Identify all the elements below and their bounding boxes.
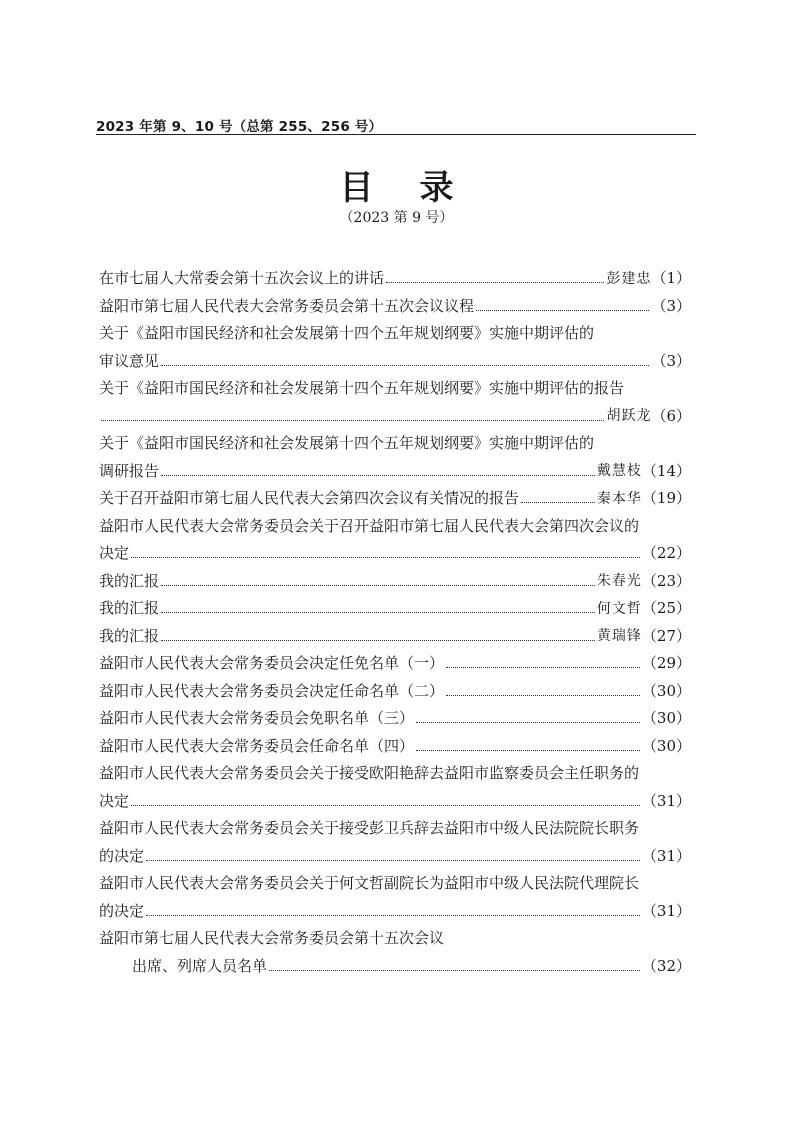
toc-entry[interactable] — [99, 485, 691, 513]
toc-entry[interactable] — [99, 843, 691, 871]
toc-entry-line — [99, 760, 691, 788]
title-char-left: 目 — [339, 168, 374, 208]
toc-dot-leader — [146, 915, 640, 916]
toc-dot-leader — [161, 475, 595, 476]
toc-entry-page: （6） — [651, 406, 691, 425]
toc-entry[interactable] — [99, 265, 691, 293]
toc-entry[interactable] — [99, 458, 691, 486]
toc-entry-page: （23） — [641, 571, 691, 590]
toc-dot-leader — [446, 695, 640, 696]
toc-dot-leader — [161, 640, 595, 641]
toc-entry[interactable] — [99, 788, 691, 816]
toc-entry-title: 益阳市人民代表大会常务委员会任命名单（四） — [99, 736, 415, 755]
toc-entry-line — [99, 430, 691, 458]
toc-entry-page: （3） — [651, 296, 691, 315]
toc-entry-author: 黄瑞锋 — [596, 628, 642, 645]
table-of-contents — [99, 265, 691, 980]
toc-entry-page: （30） — [641, 681, 691, 700]
toc-entry-author: 何文哲 — [596, 600, 642, 617]
toc-entry-author: 秦本华 — [596, 490, 642, 507]
toc-entry[interactable] — [99, 733, 691, 761]
toc-entry-title: 益阳市人民代表大会常务委员会决定任命名单（二） — [99, 681, 445, 700]
issue-subtitle: （2023 第 9 号） — [339, 210, 454, 226]
toc-entry-line — [99, 815, 691, 843]
toc-entry-page: （3） — [651, 351, 691, 370]
toc-entry-page: （30） — [641, 736, 691, 755]
toc-entry-title: 益阳市人民代表大会常务委员会关于接受欧阳艳辞去益阳市监察委员会主任职务的 — [99, 764, 640, 783]
toc-entry-title: 益阳市第七届人民代表大会常务委员会第十五次会议 — [99, 929, 445, 948]
toc-dot-leader — [101, 420, 604, 421]
toc-entry-title: 关于《益阳市国民经济和社会发展第十四个五年规划纲要》实施中期评估的 — [99, 434, 595, 453]
toc-entry-title: 益阳市第七届人民代表大会常务委员会第十五次会议议程 — [99, 296, 475, 315]
toc-entry-title: 益阳市人民代表大会常务委员会关于接受彭卫兵辞去益阳市中级人民法院院长职务 — [99, 819, 640, 838]
toc-entry-title: 益阳市人民代表大会常务委员会决定任免名单（一） — [99, 654, 445, 673]
toc-entry-line — [99, 375, 691, 403]
toc-entry[interactable] — [99, 650, 691, 678]
toc-entry-title: 在市七届人大常委会第十五次会议上的讲话 — [99, 269, 385, 288]
toc-entry-title: 的决定 — [99, 901, 145, 920]
toc-entry-page: （29） — [641, 654, 691, 673]
toc-entry-author: 彭建忠 — [606, 270, 652, 287]
toc-entry-author: 朱春光 — [596, 573, 642, 590]
toc-entry[interactable] — [99, 953, 691, 981]
toc-dot-leader — [161, 612, 595, 613]
toc-dot-leader — [161, 365, 649, 366]
toc-dot-leader — [146, 860, 640, 861]
toc-entry[interactable] — [99, 348, 691, 376]
toc-dot-leader — [386, 282, 604, 283]
toc-entry-title: 我的汇报 — [99, 626, 160, 645]
toc-entry-page: （31） — [641, 846, 691, 865]
toc-entry-title: 关于《益阳市国民经济和社会发展第十四个五年规划纲要》实施中期评估的报告 — [99, 379, 625, 398]
toc-dot-leader — [416, 750, 640, 751]
toc-entry[interactable] — [99, 898, 691, 926]
toc-entry-title: 调研报告 — [99, 461, 160, 480]
toc-entry-title: 的决定 — [99, 846, 145, 865]
toc-entry-title: 出席、列席人员名单 — [132, 956, 268, 975]
toc-dot-leader — [446, 667, 640, 668]
toc-entry-title: 我的汇报 — [99, 571, 160, 590]
toc-entry-title: 益阳市人民代表大会常务委员会免职名单（三） — [99, 709, 415, 728]
title-char-right: 录 — [419, 168, 454, 208]
toc-entry[interactable] — [99, 595, 691, 623]
toc-entry[interactable] — [99, 623, 691, 651]
toc-entry-page: （27） — [641, 626, 691, 645]
issue-header: 2023 年第 9、10 号（总第 255、256 号） — [96, 119, 383, 135]
toc-entry-title: 我的汇报 — [99, 599, 160, 618]
toc-entry[interactable] — [99, 705, 691, 733]
toc-entry-page: （19） — [641, 489, 691, 508]
toc-entry-title: 关于《益阳市国民经济和社会发展第十四个五年规划纲要》实施中期评估的 — [99, 324, 595, 343]
toc-dot-leader — [131, 805, 640, 806]
toc-entry-page: （32） — [641, 956, 691, 975]
toc-entry[interactable] — [99, 403, 691, 431]
toc-dot-leader — [161, 585, 595, 586]
toc-entry-line — [99, 513, 691, 541]
toc-entry[interactable] — [99, 540, 691, 568]
toc-entry-page: （22） — [641, 544, 691, 563]
toc-entry-title: 决定 — [99, 791, 130, 810]
toc-dot-leader — [521, 502, 595, 503]
toc-entry-author: 戴慧枝 — [596, 463, 642, 480]
toc-entry-page: （31） — [641, 901, 691, 920]
toc-entry-line — [99, 870, 691, 898]
toc-entry-line — [99, 320, 691, 348]
toc-entry-page: （30） — [641, 709, 691, 728]
toc-dot-leader — [476, 310, 649, 311]
toc-dot-leader — [269, 970, 640, 971]
toc-entry-line — [99, 925, 691, 953]
toc-entry[interactable] — [99, 568, 691, 596]
toc-entry-title: 决定 — [99, 544, 130, 563]
toc-entry-title: 益阳市人民代表大会常务委员会关于召开益阳市第七届人民代表大会第四次会议的 — [99, 516, 640, 535]
toc-dot-leader — [416, 722, 640, 723]
toc-entry-page: （31） — [641, 791, 691, 810]
toc-entry[interactable] — [99, 678, 691, 706]
toc-entry-page: （14） — [641, 461, 691, 480]
page-title — [0, 160, 793, 209]
toc-entry[interactable] — [99, 293, 691, 321]
toc-entry-page: （1） — [651, 269, 691, 288]
toc-entry-title: 审议意见 — [99, 351, 160, 370]
toc-entry-author: 胡跃龙 — [606, 408, 652, 425]
toc-entry-title: 益阳市人民代表大会常务委员会关于何文哲副院长为益阳市中级人民法院代理院长 — [99, 874, 640, 893]
toc-entry-page: （25） — [641, 599, 691, 618]
header-divider — [96, 134, 696, 135]
toc-entry-title: 关于召开益阳市第七届人民代表大会第四次会议有关情况的报告 — [99, 489, 520, 508]
toc-dot-leader — [131, 557, 640, 558]
